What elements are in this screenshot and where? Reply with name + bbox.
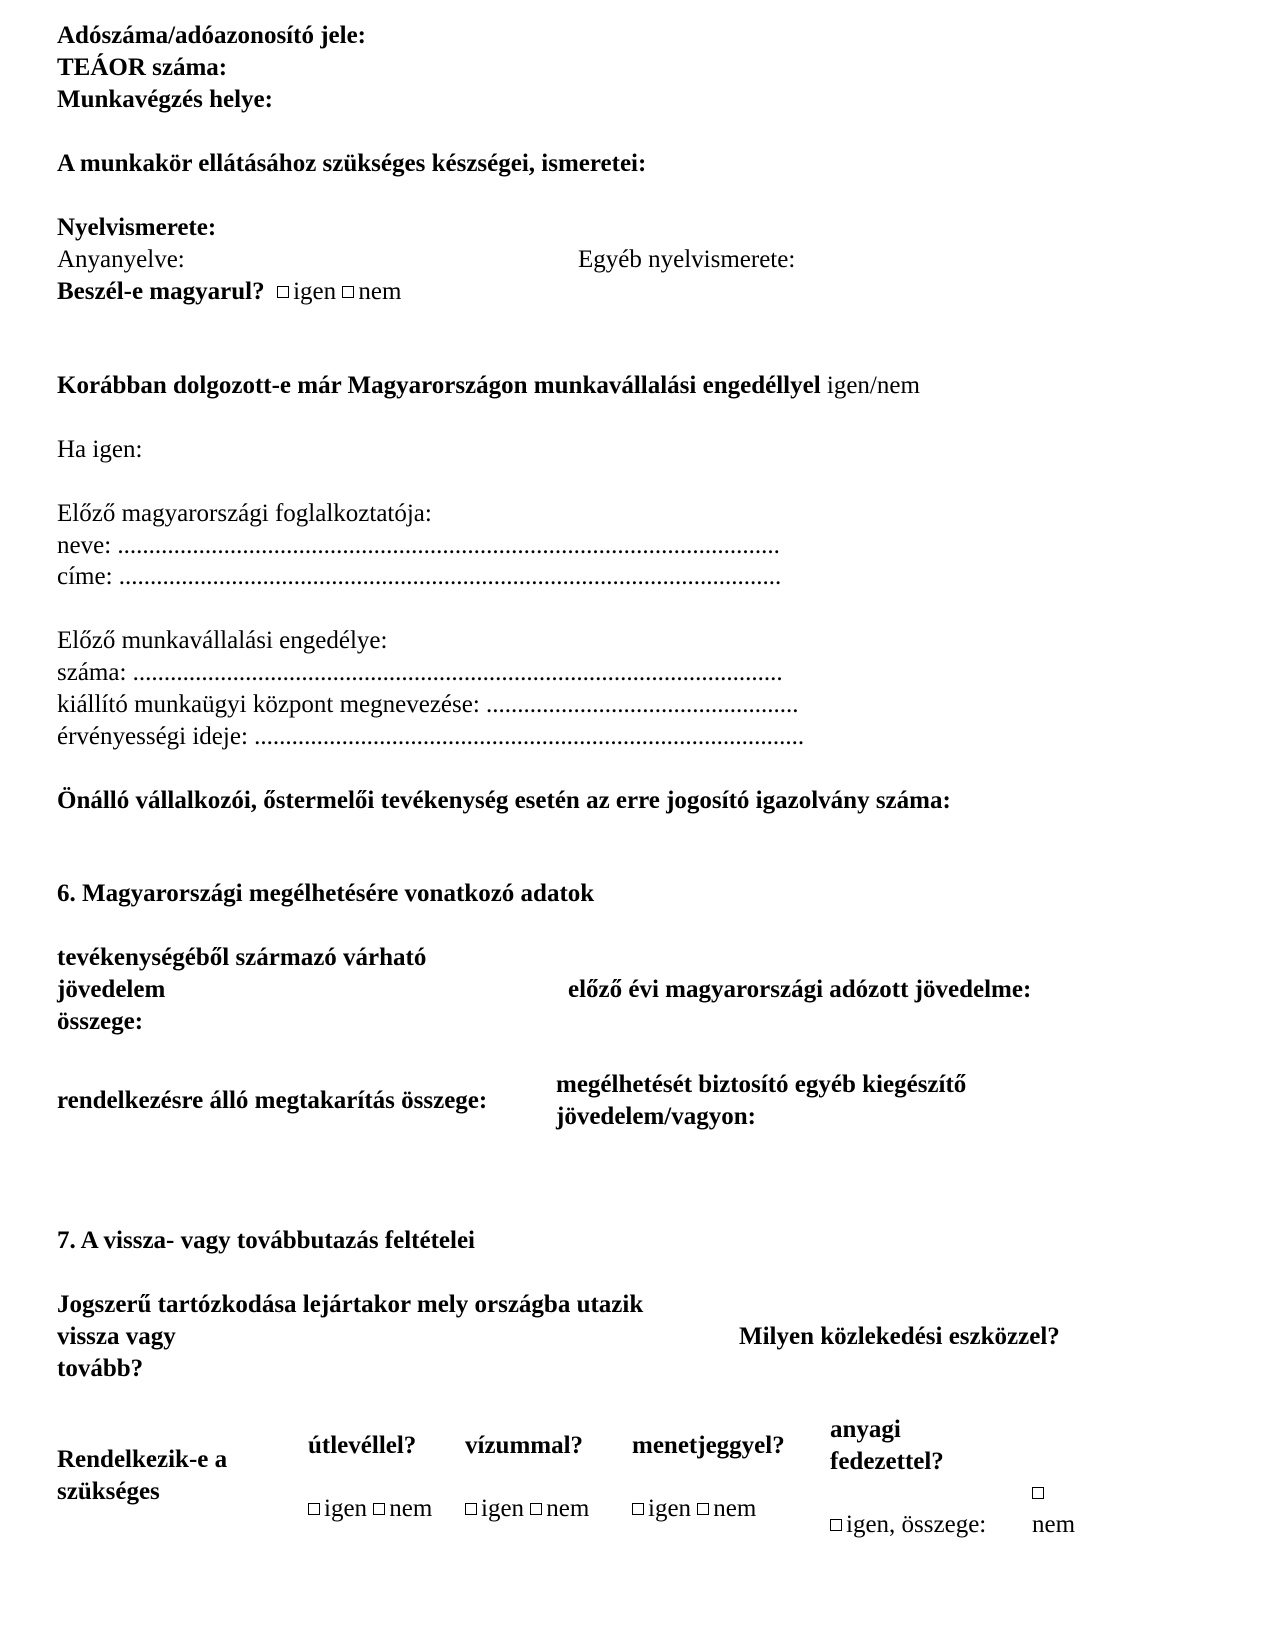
visa-yes-label: igen [481,1495,525,1522]
workplace-label: Munkavégzés helye: [57,86,273,113]
funds-no-label: nem [1032,1511,1076,1538]
funds-no-checkbox-wrap [1032,1477,1048,1509]
destination-label-3: tovább? [57,1355,144,1382]
section7-heading: 7. A vissza- vagy továbbutazás feltételei [57,1227,476,1254]
expected-income-label-1: tevékenységéből származó várható [57,944,427,971]
ticket-yes-checkbox[interactable] [632,1503,644,1515]
hungarian-no-label: nem [358,278,402,305]
employer-name-line: neve: .......................................................................................................... [57,532,780,559]
visa-label: vízummal? [465,1432,584,1459]
funds-yes-option [830,1509,986,1541]
ticket-options [632,1493,756,1525]
previous-work-question: Korábban dolgozott-e már Magyarországon munkavállalási engedéllyel [57,372,821,399]
mother-tongue-label: Anyanyelve: [57,246,185,273]
destination-label-1: Jogszerű tartózkodása lejártakor mely országba utazik [57,1291,644,1318]
visa-yes-checkbox[interactable] [465,1503,477,1515]
ticket-yes-label: igen [648,1495,692,1522]
expected-income-label-2: jövedelem [57,976,166,1003]
skills-heading: A munkakör ellátásához szükséges készségei, ismeretei: [57,150,647,177]
ticket-label: menetjeggyel? [632,1432,785,1459]
ticket-no-checkbox[interactable] [697,1503,709,1515]
if-yes-label: Ha igen: [57,436,143,463]
passport-yes-checkbox[interactable] [308,1503,320,1515]
visa-no-checkbox[interactable] [530,1503,542,1515]
tax-number-label: Adószáma/adóazonosító jele: [57,22,366,49]
passport-no-label: nem [389,1495,433,1522]
hungarian-yes-label: igen [293,278,337,305]
entrepreneur-label: Önálló vállalkozói, őstermelői tevékenység esetén az erre jogosító igazolvány száma: [57,787,951,814]
passport-yes-label: igen [324,1495,368,1522]
funds-label-1: anyagi [830,1416,901,1443]
passport-no-checkbox[interactable] [373,1503,385,1515]
funds-yes-checkbox[interactable] [830,1519,842,1531]
speaks-hungarian-row [57,276,401,308]
previous-work-answer: igen/nem [826,372,920,399]
permit-validity-line: érvényességi ideje: ........................................................................................ [57,723,805,750]
visa-no-label: nem [546,1495,590,1522]
savings-label: rendelkezésre álló megtakarítás összege: [57,1087,488,1114]
funds-no-checkbox[interactable] [1032,1487,1044,1499]
permit-heading: Előző munkavállalási engedélye: [57,627,388,654]
employer-heading: Előző magyarországi foglalkoztatója: [57,500,432,527]
funds-yes-label: igen, összege: [846,1511,987,1538]
funds-label-2: fedezettel? [830,1448,944,1475]
passport-options [308,1493,432,1525]
expected-income-label-3: összege: [57,1008,144,1035]
other-income-label-1: megélhetését biztosító egyéb kiegészítő [556,1071,967,1098]
visa-options [465,1493,589,1525]
section6-heading: 6. Magyarországi megélhetésére vonatkozó adatok [57,880,595,907]
destination-label-2: vissza vagy [57,1323,176,1350]
speaks-hungarian-label: Beszél-e magyarul? [57,278,265,305]
previous-work-row [57,370,920,402]
language-heading: Nyelvismerete: [57,214,217,241]
passport-label: útlevéllel? [308,1432,417,1459]
other-income-label-2: jövedelem/vagyon: [556,1103,756,1130]
prev-income-label: előző évi magyarországi adózott jövedelme: [568,976,1032,1003]
other-languages-label: Egyéb nyelvismerete: [578,246,796,273]
transport-label: Milyen közlekedési eszközzel? [739,1323,1060,1350]
ticket-no-label: nem [713,1495,757,1522]
hungarian-yes-checkbox[interactable] [277,286,289,298]
permit-number-line: száma: ........................................................................................................ [57,659,783,686]
permit-issuer-line: kiállító munkaügyi központ megnevezése: .................................................. [57,691,799,718]
employer-address-line: címe: .......................................................................................................... [57,563,782,590]
teaor-label: TEÁOR száma: [57,54,228,81]
has-required-label-2: szükséges [57,1478,160,1505]
hungarian-no-checkbox[interactable] [342,286,354,298]
has-required-label-1: Rendelkezik-e a [57,1446,228,1473]
